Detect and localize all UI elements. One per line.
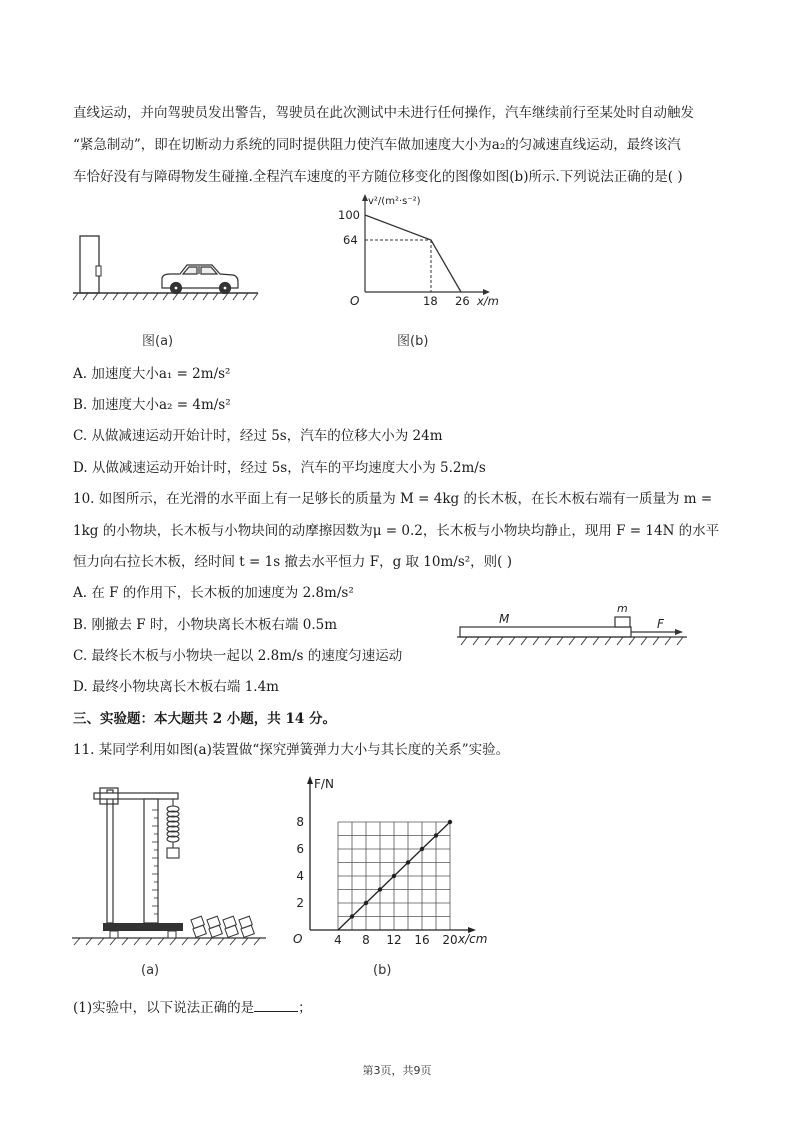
q10-option-c: C. 最终长木板与小物块一起以 2.8m/s 的速度匀速运动 — [73, 648, 403, 664]
q11-fig-b-caption: (b) — [373, 963, 392, 978]
x-tick-label: 16 — [414, 933, 430, 947]
chart-xlabel: x/cm — [458, 932, 488, 946]
q11-stem: 11. 某同学利用如图(a)装置做“探究弹簧弹力大小与其长度的关系”实验。 — [73, 742, 510, 758]
q10-figure — [455, 598, 695, 650]
q11-fig-a-caption: (a) — [141, 963, 160, 978]
q11-figure-a — [70, 770, 270, 950]
ground-hatch — [73, 293, 258, 300]
block-label-m: m — [617, 602, 628, 615]
q9-para-line3: 车恰好没有与障碍物发生碰撞.全程汽车速度的平方随位移变化的图像如图(b)所示.下列说法正确的是( ) — [73, 169, 683, 185]
answer-blank[interactable] — [254, 999, 298, 1012]
q10-option-d: D. 最终小物块离长木板右端 1.4m — [73, 679, 279, 695]
wall-sensor — [96, 266, 101, 276]
q11-sub1-prefix: (1)实验中，以下说法正确的是 — [73, 1000, 255, 1016]
y-tick-label: 6 — [296, 842, 304, 856]
q10-line3: 恒力向右拉长木板，经时间 t = 1s 撤去水平恒力 F，g 取 10m/s²，则( ) — [73, 554, 512, 570]
q10-line1: 10. 如图所示，在光滑的水平面上有一足够长的质量为 M = 4kg 的长木板，在长木板右端有一质量为 m = — [73, 491, 713, 507]
wall-block — [80, 236, 99, 293]
data-point — [434, 833, 438, 837]
y-tick-label: 4 — [296, 869, 304, 883]
spare-weights — [191, 916, 254, 937]
fig-b-xtick-26: 26 — [455, 294, 470, 308]
q11-chart-force-vs-length — [280, 770, 510, 955]
q10-option-a: A. 在 F 的作用下，长木板的加速度为 2.8m/s² — [73, 585, 354, 601]
fig-b-xlabel: x/m — [477, 294, 499, 308]
x-tick-label: 20 — [442, 933, 458, 947]
chart-marks — [338, 820, 452, 930]
long-board — [460, 627, 631, 637]
floor-hatch — [461, 637, 683, 645]
q10-line2: 1kg 的小物块，长木板与小物块间的动摩擦因数为μ = 0.2，长木板与小物块均静止，现用 F = 14N 的水平 — [73, 523, 720, 539]
q9-option-b: B. 加速度大小a₂ = 4m/s² — [73, 397, 231, 413]
q9-fig-b-caption: 图(b) — [397, 334, 429, 349]
car-drawing — [162, 265, 238, 294]
q9-para-line2: “紧急制动”，即在切断动力系统的同时提供阻力使汽车做加速度大小为a₂的匀减速直线运动，最终该汽 — [73, 137, 681, 153]
data-point — [406, 860, 410, 864]
fig-b-ylabel: v²/(m²·s⁻²) — [368, 196, 421, 207]
chart-origin: O — [293, 932, 303, 946]
data-point — [350, 914, 354, 918]
spring — [167, 799, 179, 848]
section-3-heading: 三、实验题：本大题共 2 小题，共 14 分。 — [73, 711, 336, 727]
stand-base — [103, 923, 183, 931]
y-tick-label: 2 — [296, 896, 304, 910]
x-tick-label: 4 — [334, 933, 342, 947]
data-point — [378, 887, 382, 891]
fig-b-ytick-64: 64 — [343, 233, 358, 247]
small-block — [615, 617, 630, 627]
board-label-M: M — [499, 612, 510, 626]
stand-arm — [94, 793, 178, 799]
q9-figure-a — [70, 228, 265, 303]
x-tick-label: 8 — [362, 933, 370, 947]
data-point — [448, 820, 452, 824]
bench-hatch — [74, 938, 260, 945]
page-footer: 第3页，共9页 — [362, 1064, 432, 1077]
x-tick-label: 12 — [386, 933, 402, 947]
q11-sub1 — [73, 999, 312, 1017]
chart-ylabel: F/N — [314, 777, 334, 791]
chart-ticks — [296, 815, 457, 947]
stand-feet-2 — [168, 931, 176, 938]
fig-b-origin: O — [350, 294, 360, 308]
data-point — [420, 847, 424, 851]
q9-figure-b — [330, 192, 520, 312]
fig-b-xtick-18: 18 — [423, 294, 438, 308]
y-tick-label: 8 — [296, 815, 304, 829]
q11-sub1-suffix: ； — [298, 1000, 312, 1016]
q9-option-d: D. 从做减速运动开始计时，经过 5s，汽车的平均速度大小为 5.2m/s — [73, 460, 486, 476]
chart-axes — [293, 776, 487, 946]
force-label-F: F — [657, 617, 664, 631]
q9-para-line1: 直线运动，并向驾驶员发出警告，驾驶员在此次测试中未进行任何操作，汽车继续前行至某处时自动触发 — [73, 105, 694, 121]
stand-feet — [110, 931, 118, 938]
fig-b-ytick-100: 100 — [338, 208, 360, 222]
v2-x-graph-line — [365, 215, 461, 292]
q9-fig-a-caption: 图(a) — [142, 334, 174, 349]
axis-y-arrow — [307, 776, 313, 784]
hanging-weight — [167, 848, 179, 858]
q9-option-a: A. 加速度大小a₁ = 2m/s² — [73, 366, 231, 382]
ruler — [144, 799, 158, 923]
data-point — [364, 901, 368, 905]
stand-pole — [107, 790, 113, 923]
q9-option-c: C. 从做减速运动开始计时，经过 5s，汽车的位移大小为 24m — [73, 428, 443, 444]
data-point — [392, 874, 396, 878]
q10-option-b: B. 刚撤去 F 时，小物块离长木板右端 0.5m — [73, 617, 338, 633]
